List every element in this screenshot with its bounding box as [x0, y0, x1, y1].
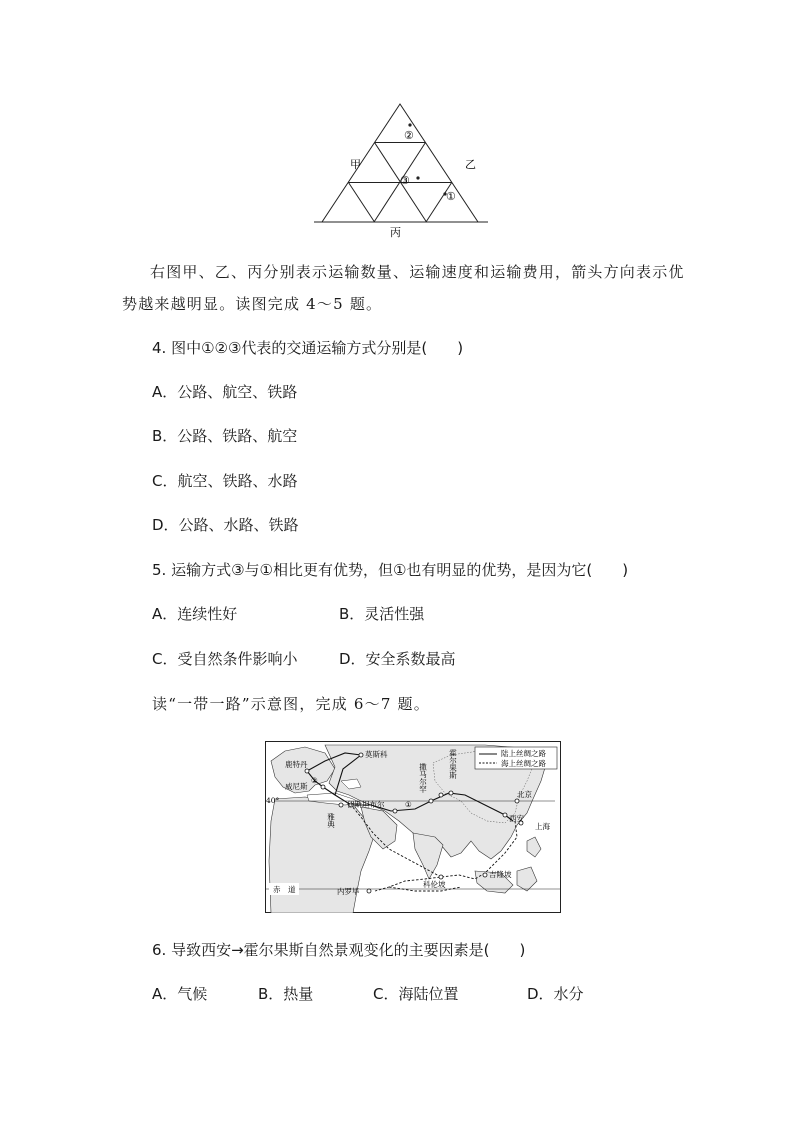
city-moscow: 莫斯科: [365, 750, 388, 759]
city-istanbul: 伊斯坦布尔: [347, 800, 385, 809]
city-khorgos: 霍尔果斯: [448, 749, 458, 779]
route-marker-1: ①: [405, 800, 412, 809]
belt-and-road-map: [265, 741, 561, 913]
triangle-label-yi: 乙: [465, 158, 476, 171]
question-6-option-d: D．水分: [527, 985, 584, 1003]
question-4-stem: 4. 图中①②③代表的交通运输方式分别是( ): [152, 339, 464, 357]
question-6-option-a: A．气候: [152, 985, 208, 1003]
intro-line-2: 势越来越明显。读图完成 4～5 题。: [122, 295, 383, 313]
latitude-40-label: 40°: [266, 796, 280, 805]
question-4-option-a: A．公路、航空、铁路: [152, 383, 298, 401]
triangle-label-bing: 丙: [390, 226, 401, 239]
point-1-label: ①: [446, 190, 456, 203]
triangle-label-jia: 甲: [350, 158, 361, 171]
point-2-dot: [408, 123, 411, 126]
city-almaty: 撒马尔罕: [418, 763, 428, 793]
point-3-dot: [416, 176, 419, 179]
city-shanghai: 上海: [535, 822, 550, 831]
city-colombo: 科伦坡: [423, 880, 446, 889]
city-rotterdam: 鹿特丹: [285, 760, 308, 769]
intro-belt-road: 读“一带一路”示意图，完成 6～7 题。: [152, 695, 430, 713]
question-6-option-b: B．热量: [258, 985, 314, 1003]
question-5-option-a: A．连续性好: [152, 605, 238, 623]
question-5-option-d: D．安全系数最高: [339, 650, 456, 668]
point-3-label: ③: [400, 174, 410, 187]
question-5-stem: 5. 运输方式③与①相比更有优势，但①也有明显的优势，是因为它( ): [152, 561, 629, 579]
city-athens: 雅典: [326, 813, 336, 828]
question-5-option-b: B．灵活性强: [339, 605, 425, 623]
question-6-stem: 6. 导致西安→霍尔果斯自然景观变化的主要因素是( ): [152, 941, 526, 959]
city-nairobi: 内罗毕: [337, 887, 360, 896]
question-4-option-c: C．航空、铁路、水路: [152, 472, 298, 490]
legend-land-route: 陆上丝绸之路: [501, 749, 546, 758]
route-marker-2: ②: [311, 776, 318, 785]
point-2-label: ②: [404, 129, 414, 142]
question-4-option-d: D．公路、水路、铁路: [152, 516, 299, 534]
question-4-option-b: B．公路、铁路、航空: [152, 427, 298, 445]
intro-line-1: 右图甲、乙、丙分别表示运输数量、运输速度和运输费用，箭头方向表示优: [150, 263, 685, 281]
equator-label: 赤 道: [273, 885, 296, 894]
city-venice: 威尼斯: [285, 782, 308, 791]
question-5-option-c: C．受自然条件影响小: [152, 650, 298, 668]
city-xian: 西安: [509, 814, 524, 823]
city-kuala-lumpur: 吉隆坡: [489, 870, 512, 879]
transport-triangle-figure: [300, 96, 500, 241]
city-beijing: 北京: [517, 790, 532, 799]
legend-sea-route: 海上丝绸之路: [501, 759, 546, 768]
question-6-option-c: C．海陆位置: [373, 985, 459, 1003]
